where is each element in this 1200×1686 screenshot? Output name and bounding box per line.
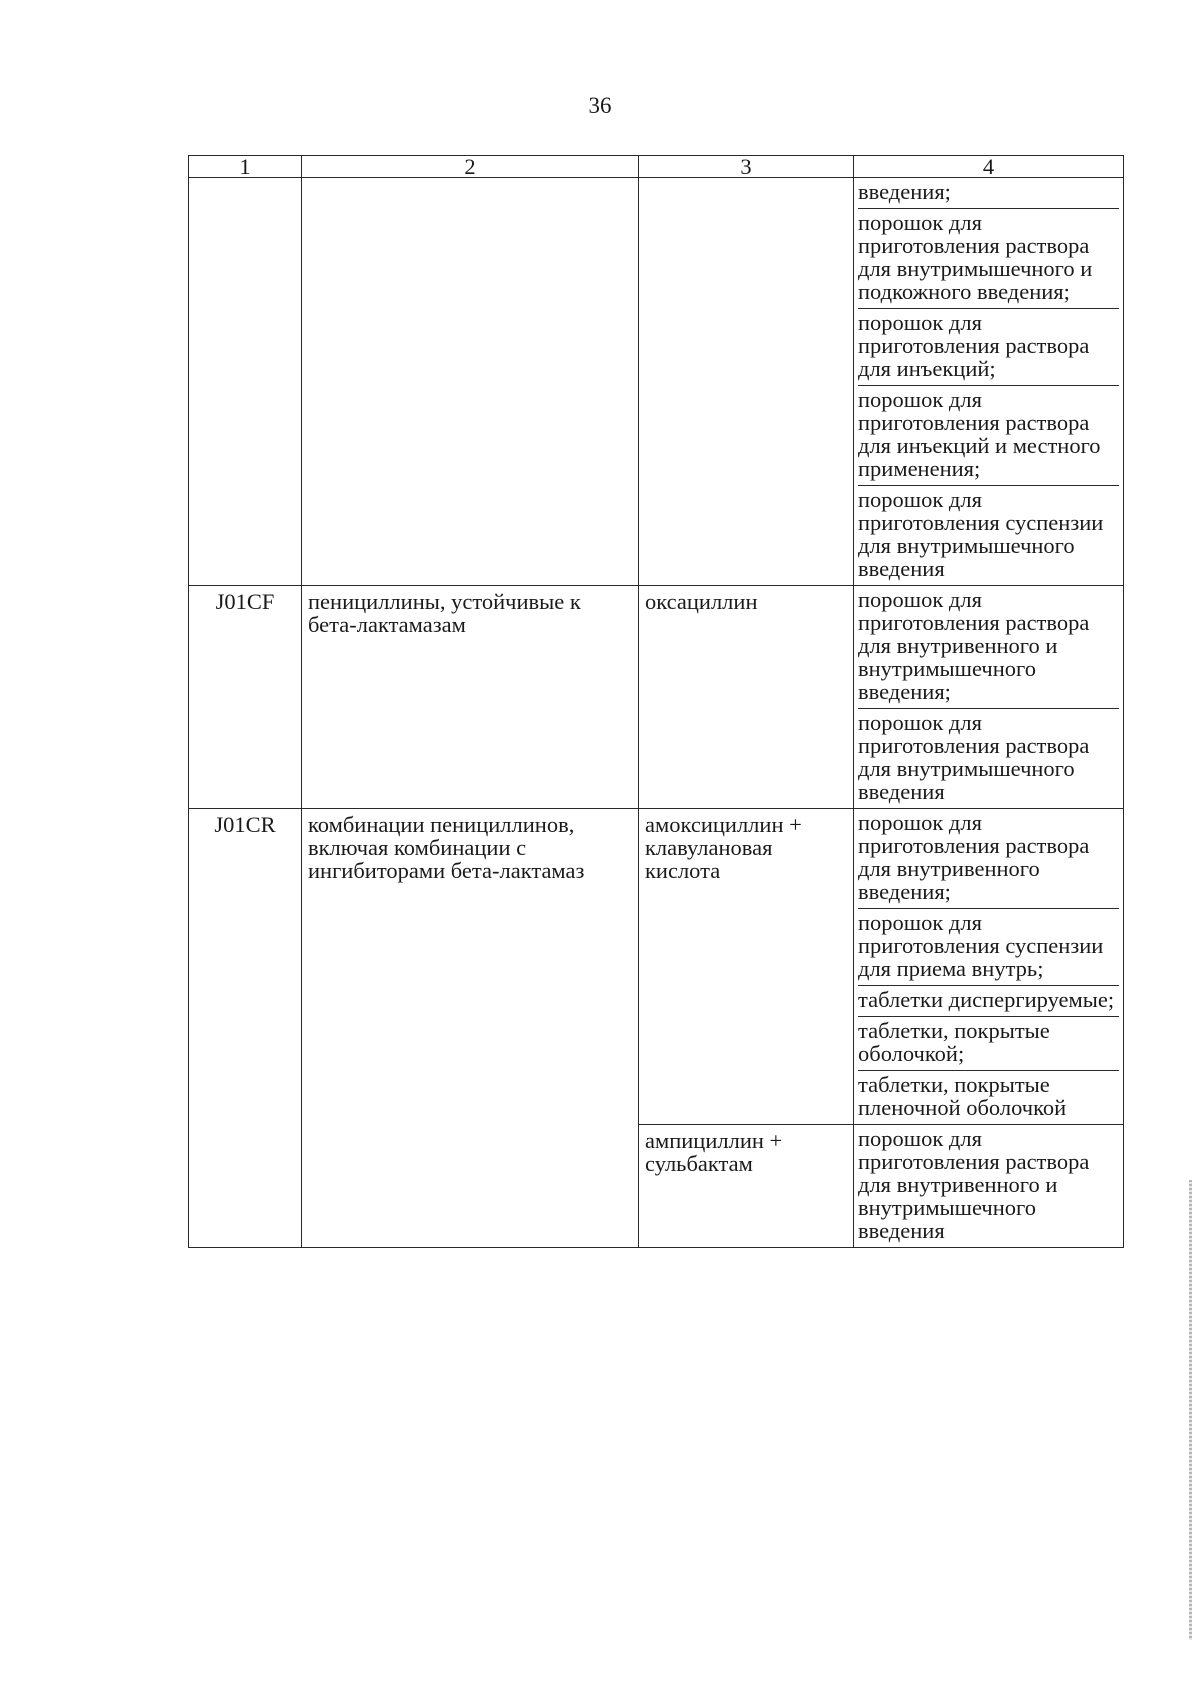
group-name-cell: [302, 178, 639, 586]
atc-code-cell: J01CF: [189, 586, 302, 809]
dosage-form: таблетки диспергируемые;: [858, 985, 1119, 1016]
header-label: 4: [982, 154, 995, 179]
header-label: 3: [740, 154, 752, 179]
scan-edge-mark: [1189, 1180, 1192, 1640]
dosage-forms-cell: [854, 1125, 1124, 1248]
dosage-form: порошок для приготовления раствора для инъекций и местного применения;: [858, 385, 1119, 485]
dosage-form: порошок для приготовления раствора для внутривенного и внутримышечного введения: [858, 1126, 1090, 1243]
atc-code-cell: [189, 178, 302, 586]
group-name-cell: пенициллины, устойчивые к бета-лактамазам: [302, 586, 639, 809]
page-number: 36: [588, 93, 612, 118]
dosage-form: порошок для приготовления раствора для внутримышечного и подкожного введения;: [858, 208, 1119, 308]
header-cell: [854, 156, 1124, 178]
drug-table: [188, 155, 1124, 1248]
dosage-form: порошок для приготовления раствора для внутривенного введения;: [858, 810, 1090, 904]
atc-code-cell: J01CR: [189, 809, 302, 1248]
dosage-forms-cell: [854, 178, 1124, 586]
drug-name-cell: [639, 178, 854, 586]
table-row: [189, 586, 1124, 809]
drug-name-cell: амоксициллин + клавулановая кислота: [639, 809, 854, 1125]
dosage-form: порошок для приготовления раствора для внутривенного и внутримышечного введения;: [858, 587, 1090, 704]
table-row: [189, 178, 1124, 586]
drug-name-cell: оксациллин: [639, 586, 854, 809]
header-label: 2: [464, 154, 476, 179]
header-cell: [189, 156, 302, 178]
header-cell: [639, 156, 854, 178]
header-cell: [302, 156, 639, 178]
dosage-forms-cell: [854, 586, 1124, 809]
group-name-cell: комбинации пенициллинов, включая комбинации с ингибиторами бета-лактамаз: [302, 809, 639, 1248]
dosage-forms-cell: [854, 809, 1124, 1125]
dosage-form: порошок для приготовления раствора для инъекций;: [858, 308, 1119, 385]
dosage-form: порошок для приготовления суспензии для приема внутрь;: [858, 908, 1119, 985]
dosage-form: таблетки, покрытые пленочной оболочкой: [858, 1070, 1119, 1124]
header-label: 1: [239, 154, 251, 179]
dosage-form: порошок для приготовления раствора для внутримышечного введения: [858, 708, 1119, 808]
dosage-form: порошок для приготовления суспензии для внутримышечного введения: [858, 485, 1119, 585]
dosage-form: введения;: [858, 179, 951, 204]
drug-name-cell: ампициллин + сульбактам: [639, 1125, 854, 1248]
table-header-row: [189, 156, 1124, 178]
table-row: [189, 809, 1124, 1125]
dosage-form: таблетки, покрытые оболочкой;: [858, 1016, 1119, 1070]
